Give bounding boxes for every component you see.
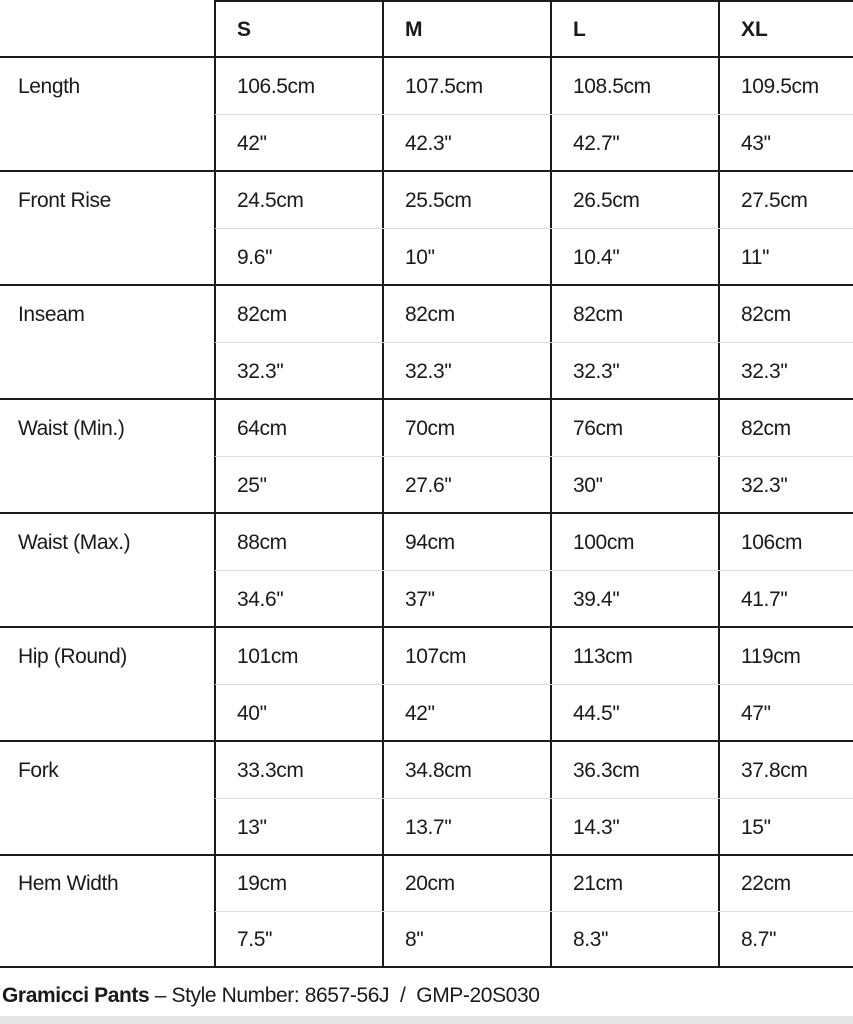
cell-length-s-cm: 106.5cm <box>237 75 315 98</box>
table-bottom-border <box>0 966 853 968</box>
cell-hip-round-s-inch: 40'' <box>237 702 267 725</box>
cell-length-xl-cm: 109.5cm <box>741 75 819 98</box>
cell-front-rise-m-inch: 10'' <box>405 246 435 269</box>
cell-front-rise-m-cm: 25.5cm <box>405 189 472 212</box>
cell-waist-max-xl-inch: 41.7'' <box>741 588 788 611</box>
cell-hem-width-xl-cm: 22cm <box>741 872 791 895</box>
cell-length-m-cm: 107.5cm <box>405 75 483 98</box>
cell-inseam-m-inch: 32.3'' <box>405 360 452 383</box>
row-label-inseam: Inseam <box>18 303 85 326</box>
cell-waist-max-m-inch: 37'' <box>405 588 435 611</box>
cell-waist-min-m-inch: 27.6'' <box>405 474 452 497</box>
cell-fork-s-cm: 33.3cm <box>237 759 304 782</box>
row-label-waist-min: Waist (Min.) <box>18 417 125 440</box>
cell-waist-min-l-cm: 76cm <box>573 417 623 440</box>
row-label-hem-width: Hem Width <box>18 872 119 895</box>
cell-waist-min-m-cm: 70cm <box>405 417 455 440</box>
cell-hip-round-l-cm: 113cm <box>573 645 633 668</box>
sub-row-divider <box>215 911 853 912</box>
cell-fork-l-cm: 36.3cm <box>573 759 640 782</box>
cell-hip-round-xl-cm: 119cm <box>741 645 801 668</box>
cell-waist-max-xl-cm: 106cm <box>741 531 803 554</box>
cell-waist-max-s-cm: 88cm <box>237 531 287 554</box>
cell-waist-min-s-inch: 25'' <box>237 474 267 497</box>
cell-inseam-l-cm: 82cm <box>573 303 623 326</box>
cell-front-rise-l-inch: 10.4'' <box>573 246 620 269</box>
size-header-xl: XL <box>741 18 768 41</box>
sub-row-divider <box>215 342 853 343</box>
cell-waist-max-l-cm: 100cm <box>573 531 635 554</box>
row-label-length: Length <box>18 75 80 98</box>
cell-length-s-inch: 42'' <box>237 132 267 155</box>
cell-inseam-l-inch: 32.3'' <box>573 360 620 383</box>
sub-row-divider <box>215 228 853 229</box>
cell-hem-width-m-cm: 20cm <box>405 872 455 895</box>
cell-waist-min-xl-cm: 82cm <box>741 417 791 440</box>
cell-inseam-s-inch: 32.3'' <box>237 360 284 383</box>
cell-fork-m-inch: 13.7'' <box>405 816 452 839</box>
sub-row-divider <box>215 570 853 571</box>
size-header-l: L <box>573 18 586 41</box>
cell-inseam-xl-inch: 32.3'' <box>741 360 788 383</box>
cell-fork-xl-cm: 37.8cm <box>741 759 808 782</box>
table-top-border <box>215 0 853 2</box>
cell-inseam-m-cm: 82cm <box>405 303 455 326</box>
cell-hem-width-l-cm: 21cm <box>573 872 623 895</box>
cell-length-l-cm: 108.5cm <box>573 75 651 98</box>
column-divider <box>382 0 384 968</box>
column-divider <box>214 0 216 968</box>
cell-hip-round-m-cm: 107cm <box>405 645 467 668</box>
row-border <box>0 740 853 742</box>
sub-row-divider <box>215 456 853 457</box>
sub-row-divider <box>215 114 853 115</box>
cell-front-rise-xl-inch: 11'' <box>741 246 770 269</box>
style-number-text: – Style Number: 8657-56J / GMP-20S030 <box>149 984 540 1007</box>
cell-length-xl-inch: 43'' <box>741 132 771 155</box>
cell-fork-m-cm: 34.8cm <box>405 759 472 782</box>
product-caption <box>2 984 540 1008</box>
cell-front-rise-l-cm: 26.5cm <box>573 189 640 212</box>
row-label-hip-round: Hip (Round) <box>18 645 127 668</box>
column-divider <box>550 0 552 968</box>
footer-bar <box>0 1016 853 1024</box>
cell-hip-round-l-inch: 44.5'' <box>573 702 620 725</box>
size-header-s: S <box>237 18 252 41</box>
size-header-m: M <box>405 18 423 41</box>
cell-waist-max-m-cm: 94cm <box>405 531 455 554</box>
row-label-fork: Fork <box>18 759 59 782</box>
cell-length-l-inch: 42.7'' <box>573 132 620 155</box>
column-divider <box>718 0 720 968</box>
row-border <box>0 56 853 58</box>
row-label-waist-max: Waist (Max.) <box>18 531 131 554</box>
cell-hip-round-xl-inch: 47'' <box>741 702 771 725</box>
cell-waist-max-l-inch: 39.4'' <box>573 588 620 611</box>
sub-row-divider <box>215 684 853 685</box>
cell-hem-width-s-inch: 7.5'' <box>237 928 273 951</box>
cell-hip-round-m-inch: 42'' <box>405 702 435 725</box>
cell-hem-width-m-inch: 8'' <box>405 928 424 951</box>
cell-front-rise-xl-cm: 27.5cm <box>741 189 808 212</box>
cell-inseam-xl-cm: 82cm <box>741 303 791 326</box>
row-border <box>0 626 853 628</box>
cell-waist-min-l-inch: 30'' <box>573 474 603 497</box>
cell-fork-l-inch: 14.3'' <box>573 816 620 839</box>
row-border <box>0 398 853 400</box>
row-border <box>0 854 853 856</box>
row-border <box>0 170 853 172</box>
row-border <box>0 512 853 514</box>
cell-waist-min-xl-inch: 32.3'' <box>741 474 788 497</box>
cell-front-rise-s-inch: 9.6'' <box>237 246 273 269</box>
row-border <box>0 284 853 286</box>
cell-waist-max-s-inch: 34.6'' <box>237 588 284 611</box>
sub-row-divider <box>215 798 853 799</box>
cell-hem-width-l-inch: 8.3'' <box>573 928 609 951</box>
cell-front-rise-s-cm: 24.5cm <box>237 189 304 212</box>
cell-hip-round-s-cm: 101cm <box>237 645 299 668</box>
cell-hem-width-xl-inch: 8.7'' <box>741 928 777 951</box>
cell-length-m-inch: 42.3'' <box>405 132 452 155</box>
product-name: Gramicci Pants <box>2 984 150 1007</box>
row-label-front-rise: Front Rise <box>18 189 111 212</box>
cell-hem-width-s-cm: 19cm <box>237 872 287 895</box>
cell-inseam-s-cm: 82cm <box>237 303 287 326</box>
cell-fork-xl-inch: 15'' <box>741 816 771 839</box>
cell-waist-min-s-cm: 64cm <box>237 417 287 440</box>
cell-fork-s-inch: 13'' <box>237 816 267 839</box>
